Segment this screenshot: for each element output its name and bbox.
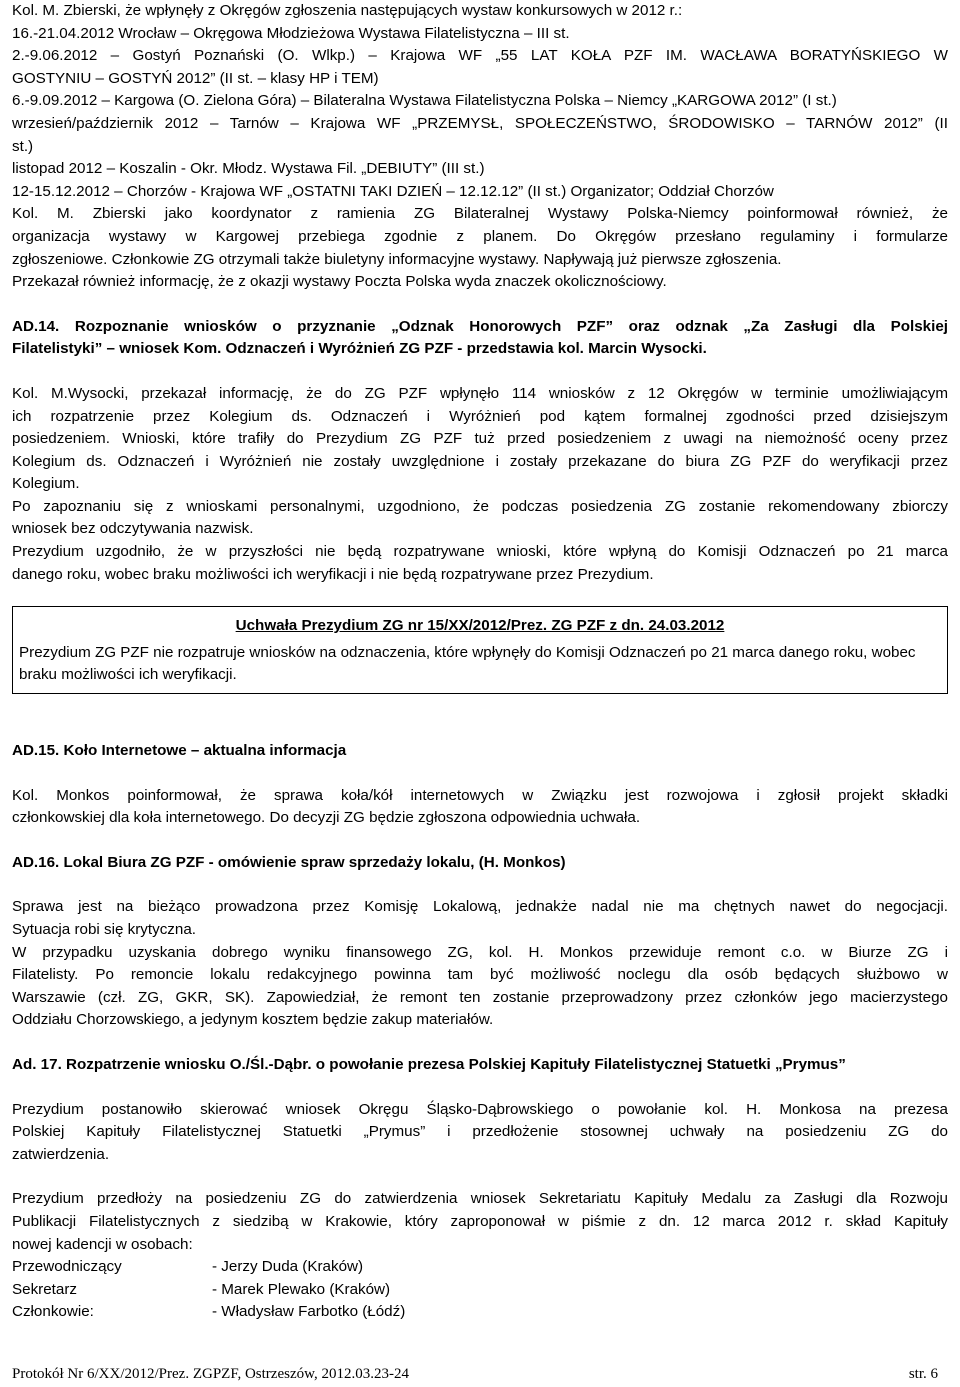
exhibition-item: 16.-21.04.2012 Wrocław – Okręgowa Młodzieżowa Wystawa Filatelistyczna – III st.: [12, 24, 570, 42]
exhibition-item-cont: GOSTYNIU – GOSTYŃ 2012” (II st. – klasy HP i TEM): [12, 69, 379, 87]
intro-line: Kol. M. Zbierski, że wpłynęły z Okręgów zgłoszenia następujących wystaw konkursowych w 2012 r.:: [12, 2, 683, 19]
paragraph-line: Przekazał również informację, że z okazji wystawy Poczta Polska wyda znaczek okolicznościowy.: [12, 273, 667, 291]
paragraph-line: ich rozpatrzenie przez Kolegium ds. Odznaczeń i Wyróżnień pod kątem formalnej zgodności przed dzisiejszym: [12, 407, 948, 425]
resolution-text: Prezydium ZG PZF nie rozpatruje wniosków na odznaczenia, które wpłynęły do Komisji Odznaczeń po 21 marca danego roku, wobec braku możliwości ich weryfikacji.: [19, 643, 916, 684]
paragraph-line: nowej kadencji w osobach:: [12, 1235, 193, 1253]
exhibition-item: 2.-9.06.2012 – Gostyń Poznański (O. Wlkp.) – Krajowa WF „55 LAT KOŁA PZF IM. WACŁAWA BORATYŃSKIEGO W: [12, 47, 948, 65]
paragraph-line: zatwierdzenia.: [12, 1145, 110, 1163]
section-heading-ad14-cont: Filatelistyki” – wniosek Kom. Odznaczeń i Wyróżnień ZG PZF - przedstawia kol. Marcin Wysocki.: [12, 340, 707, 358]
member-role: Przewodniczący: [12, 1258, 122, 1276]
paragraph-line: Po zapoznaniu się z wnioskami personalnymi, uzgodniono, że podczas posiedzenia ZG zostanie rekomendowany zbiorczy: [12, 497, 948, 515]
footer-protocol: Protokół Nr 6/XX/2012/Prez. ZGPZF, Ostrzeszów, 2012.03.23-24: [12, 1366, 409, 1382]
paragraph-line: Oddziału Chorzowskiego, a jedynym kosztem będzie zakup materiałów.: [12, 1011, 494, 1029]
paragraph-line: Prezydium przedłoży na posiedzeniu ZG do zatwierdzenia wniosek Sekretariatu Kapituły Medalu za Zasługi dla Rozwoju: [12, 1190, 948, 1208]
paragraph-line: Kolegium.: [12, 475, 80, 493]
paragraph-line: Prezydium postanowiło skierować wniosek Okręgu Śląsko-Dąbrowskiego o powołanie kol. H. Monkosa na prezesa: [12, 1100, 948, 1118]
member-row: [12, 1256, 948, 1279]
paragraph-line: Sytuacja robi się krytyczna.: [12, 921, 197, 938]
section-heading-ad15: AD.15. Koło Internetowe – aktualna informacja: [12, 742, 347, 760]
paragraph-line: posiedzeniem. Wnioski, które trafiły do Prezydium ZG PZF tuż przed posiedzeniem z uwagi na niemożność oceny przez: [12, 430, 948, 448]
document-page: [12, 0, 948, 1324]
paragraph-line: Kolegium ds. Odznaczeń i Wyróżnień nie zostały uwzględnione i zostały przekazane do biura ZG PZF do weryfikacji przez: [12, 452, 948, 470]
paragraph-line: Kol. Monkos poinformował, że sprawa koła/kół internetowych w Związku jest rozwojowa i zgłosił projekt składki: [12, 786, 948, 804]
exhibition-item: 6.-9.09.2012 – Kargowa (O. Zielona Góra) – Bilateralna Wystawa Filatelistyczna Polska – Niemcy „KARGOWA 2012” (I st.): [12, 92, 837, 110]
member-role: Sekretarz: [12, 1280, 77, 1298]
section-heading-ad17: Ad. 17. Rozpatrzenie wniosku O./Śl.-Dąbr. o powołanie prezesa Polskiej Kapituły Filatelistycznej Statuetki „Prymus”: [12, 1055, 846, 1073]
member-role: Członkowie:: [12, 1303, 94, 1321]
section-heading-ad16: AD.16. Lokal Biura ZG PZF - omówienie spraw sprzedaży lokalu, (H. Monkos): [12, 853, 566, 871]
member-name: - Marek Plewako (Kraków): [212, 1280, 391, 1298]
exhibition-item-cont: st.): [12, 137, 34, 155]
paragraph-line: Polskiej Kapituły Filatelistycznej Statuetki „Prymus” i przedłożenie stosownej uchwały na posiedzeniu ZG do: [12, 1123, 948, 1141]
exhibition-item: 12-15.12.2012 – Chorzów - Krajowa WF „OSTATNI TAKI DZIEŃ – 12.12.12” (II st.) Organizator; Oddział Chorzów: [12, 182, 774, 200]
paragraph-line: Prezydium uzgodniło, że w przyszłości nie będą rozpatrywane wnioski, które wpłyną do Komisji Odznaczeń po 21 marca: [12, 543, 948, 561]
paragraph-line: członkowskiej dla koła internetowego. Do decyzji ZG będzie zgłoszona odpowiednia uchwała.: [12, 809, 641, 827]
exhibition-item: listopad 2012 – Koszalin - Okr. Młodz. Wystawa Fil. „DEBIUTY” (III st.): [12, 160, 485, 178]
paragraph-line: Kol. M.Wysocki, przekazał informację, że do ZG PZF wpłynęło 114 wniosków z 12 Okręgów w terminie umożliwiającym: [12, 384, 948, 402]
page-footer: [12, 1366, 938, 1383]
paragraph-line: zgłoszeniowe. Członkowie ZG otrzymali także biuletyny informacyjne wystawy. Napływają już pierwsze zgłoszenia.: [12, 250, 782, 268]
paragraph-line: Filatelisty. Po remoncie lokalu redakcyjnego powinna tam być możliwość noclegu dla osób będących służbowo w: [12, 966, 948, 984]
member-name: - Jerzy Duda (Kraków): [212, 1258, 364, 1276]
exhibition-item: wrzesień/październik 2012 – Tarnów – Krajowa WF „PRZEMYSŁ, SPOŁECZEŃSTWO, ŚRODOWISKO – TARNÓW 2012” (II: [12, 114, 948, 132]
member-row: [12, 1279, 948, 1302]
paragraph-line: Warszawie (czł. ZG, GKR, SK). Zapowiedział, że remont ten zostanie przeprowadzony przez członków jego macierzystego: [12, 988, 948, 1006]
paragraph-line: organizacja wystawy w Kargowej przebiega zgodnie z planem. Do Okręgów przesłano regulaminy i formularze: [12, 227, 948, 245]
resolution-box: [12, 606, 948, 694]
resolution-title: Uchwała Prezydium ZG nr 15/XX/2012/Prez. ZG PZF z dn. 24.03.2012: [235, 617, 725, 635]
paragraph-line: W przypadku uzyskania dobrego wyniku finansowego ZG, kol. H. Monkos przewiduje remont c.o. w Biurze ZG i: [12, 943, 948, 961]
paragraph-line: Sprawa jest na bieżąco prowadzona przez Komisję Lokalową, jednakże nadal nie ma chętnych nawet do negocjacji.: [12, 898, 948, 916]
member-row: [12, 1301, 948, 1324]
paragraph-line: danego roku, wobec braku możliwości ich weryfikacji i nie będą rozpatrywane przez Prezydium.: [12, 565, 654, 583]
footer-page-number: str. 6: [908, 1366, 938, 1382]
paragraph-line: Publikacji Filatelistycznych z siedzibą w Krakowie, który zaproponował w piśmie z dn. 12 marca 2012 r. skład Kapituły: [12, 1212, 948, 1230]
section-heading-ad14: AD.14. Rozpoznanie wniosków o przyznanie „Odznak Honorowych PZF” oraz odznak „Za Zasługi dla Polskiej: [12, 317, 948, 335]
member-name: - Władysław Farbotko (Łódź): [212, 1303, 406, 1321]
paragraph-line: Kol. M. Zbierski jako koordynator z ramienia ZG Bilateralnej Wystawy Polska-Niemcy poinformował również, że: [12, 205, 948, 223]
paragraph-line: wniosek bez odczytywania nazwisk.: [12, 520, 254, 538]
